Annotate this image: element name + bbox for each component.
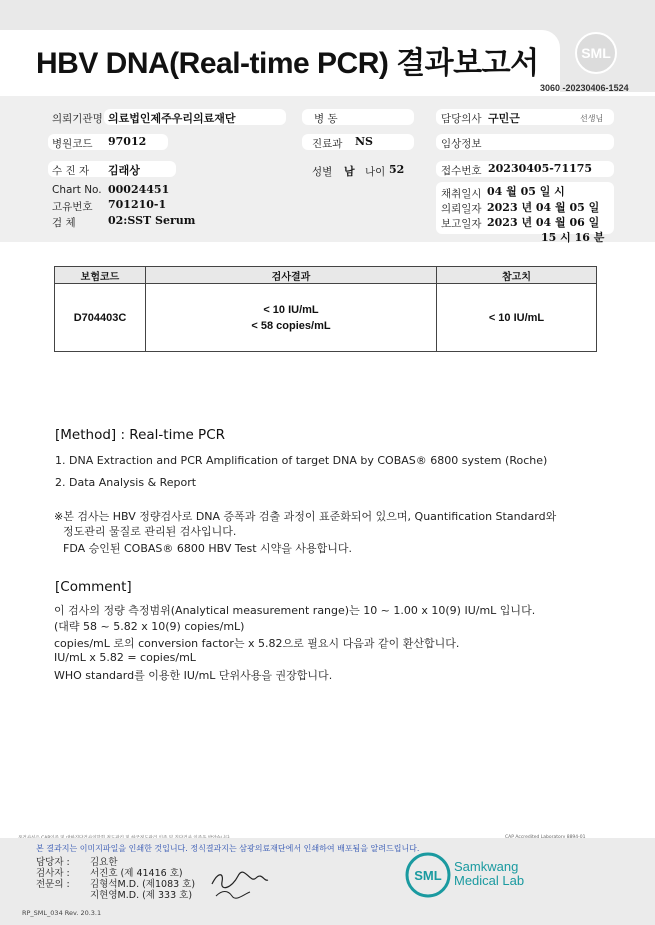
col-header-result: 검사결과 [146,267,437,284]
method-item-2: 2. Data Analysis & Report [55,476,197,489]
sml-brand-logo-icon [405,852,451,898]
report-time: 15 시 16 분 [541,231,605,244]
cell-reference: < 10 IU/mL [437,284,597,352]
label-specialist: 전문의 : [36,879,70,890]
results-table [54,266,597,352]
collect-value: 04 월 05 일 시 [487,185,565,198]
institution-value: 의료법인제주우리의료재단 [108,112,236,125]
sml-brand-logo-text: SML [414,868,442,883]
age-label: 나이 [365,166,386,178]
collect-label: 채취일시 [441,188,482,200]
brand-name [454,860,524,888]
form-number: RP_SML_034 Rev. 20.3.1 [22,909,102,917]
method-note-3: FDA 승인된 COBAS® 6800 HBV Test 시약을 사용합니다. [63,542,353,555]
col-header-code: 보험코드 [55,267,146,284]
receipt-label: 접수번호 [441,165,482,177]
report-value: 2023 년 04 월 06 일 [487,216,600,229]
dept-label: 진료과 [312,138,343,150]
hospital-code-value: 97012 [108,135,147,148]
age-value: 52 [389,163,405,176]
person-specialist-2: 지현영M.D. (제 333 호) [90,890,193,901]
result-line1: < 10 IU/mL [263,303,319,316]
comment-line-1: 이 검사의 정량 측정범위(Analytical measurement range)는 10 ~ 1.00 x 10(9) IU/mL 입니다. [54,604,536,617]
hospital-code-label: 병원코드 [52,138,93,150]
ward-label-text: 병 동 [314,113,338,125]
request-label: 의뢰일자 [441,203,482,215]
doctor-value: 구민근 [488,112,520,125]
method-note-2: 정도관리 물질로 관리된 검사입니다. [63,525,237,538]
receipt-value: 20230405-71175 [488,162,593,175]
method-note-1: ※본 검사는 HBV 정량검사로 DNA 증폭과 검출 과정이 표준화되어 있으며, Quantification Standard와 [54,510,557,523]
doctor-label: 담당의사 [441,113,482,125]
patient-label: 수 진 자 [52,165,90,177]
institution-label: 의뢰기관명 [52,113,103,125]
cell-result [146,284,437,352]
page-title: HBV DNA(Real-time PCR) 결과보고서 [36,47,539,80]
brand-line-1: Samkwang [454,859,519,874]
comment-heading: [Comment] [55,579,132,595]
signature-icon [210,866,270,900]
comment-line-2: (대략 58 ~ 5.82 x 10(9) copies/mL) [54,620,245,633]
sex-label: 성별 [312,166,333,178]
request-value: 2023 년 04 월 05 일 [487,201,600,214]
brand-line-2: Medical Lab [454,873,525,888]
sex-value: 남 [344,165,355,178]
footer-notice: 본 결과지는 이미지파일을 인쇄한 것입니다. 정식결과지는 삼광의료재단에서 인쇄하여 배포됨을 알려드립니다. [36,844,420,853]
chart-label: Chart No. [52,184,102,196]
comment-line-4: IU/mL x 5.82 = copies/mL [54,651,196,664]
person-specialist-1: 김형석M.D. (제1083 호) [90,879,196,890]
doctor-suffix: 선생님 [580,114,604,123]
specimen-label: 검 체 [52,217,76,229]
dept-value: NS [355,135,373,148]
col-header-reference: 참고치 [437,267,597,284]
chart-value: 00024451 [108,183,170,196]
sml-logo-icon: SML [575,32,617,74]
unique-value: 701210-1 [108,198,167,211]
report-label: 보고일자 [441,218,482,230]
person-manager: 김요한 [90,857,118,868]
method-heading: [Method] : Real-time PCR [55,427,226,443]
table-row [55,284,597,352]
method-item-1: 1. DNA Extraction and PCR Amplification of target DNA by COBAS® 6800 system (Roche) [55,454,548,467]
patient-value: 김래상 [108,164,140,177]
label-tester: 검사자 : [36,868,70,879]
doc-number-line1: 3060 -20230406-1524 [540,83,629,93]
specimen-value: 02:SST Serum [108,214,196,227]
unique-label: 고유번호 [52,201,93,213]
person-tester: 서진호 (제 41416 호) [90,868,183,879]
label-manager: 담당자 : [36,857,70,868]
result-line2: < 58 copies/mL [251,319,331,332]
clinical-label: 임상정보 [441,138,482,150]
comment-line-5: WHO standard를 이용한 IU/mL 단위사용을 권장합니다. [54,669,333,682]
cell-code: D704403C [55,284,146,352]
comment-line-3: copies/mL 로의 conversion factor는 x 5.82으로 필요시 다음과 같이 환산합니다. [54,637,460,650]
